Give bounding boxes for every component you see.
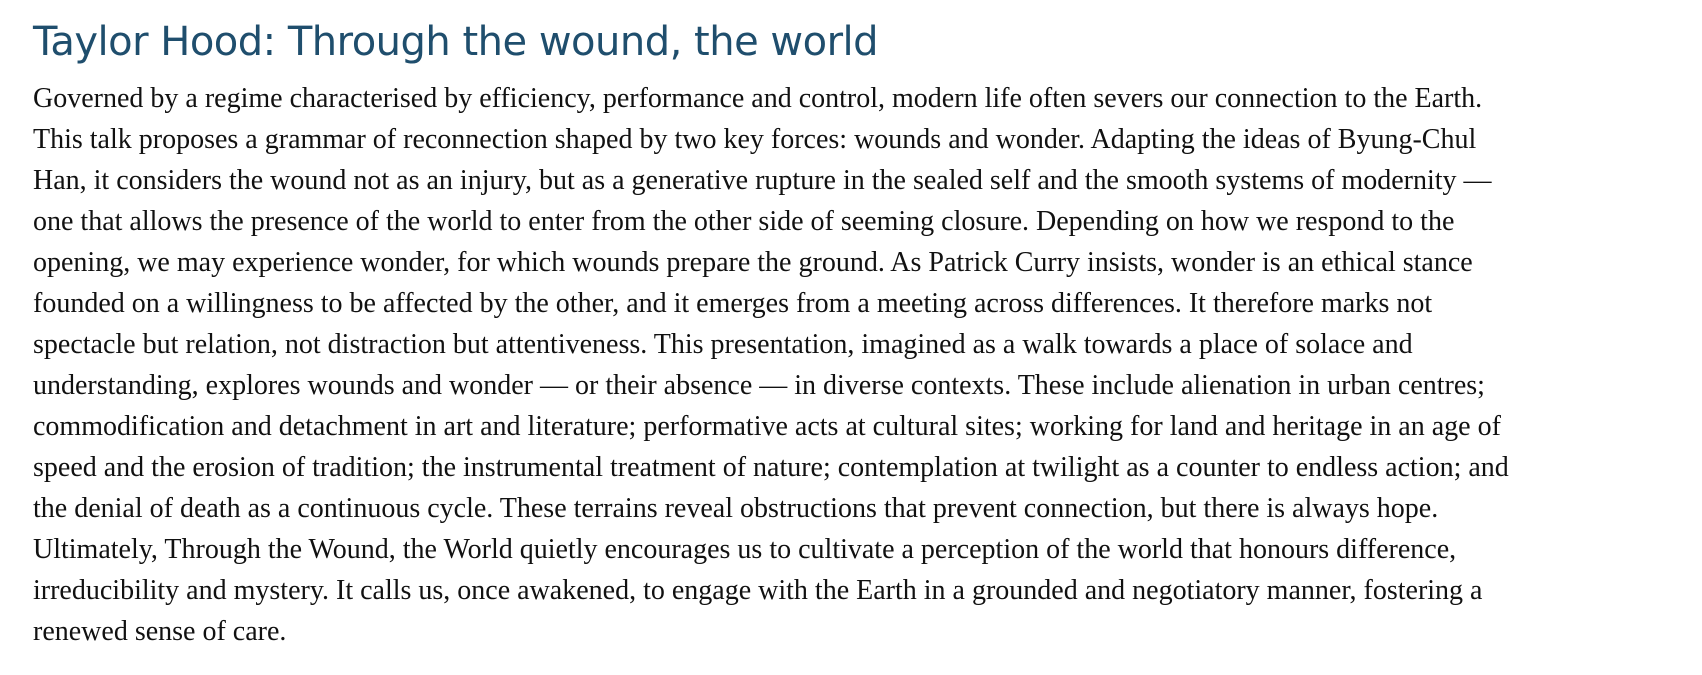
abstract-paragraph	[33, 78, 1673, 652]
abstract-line: Han, it considers the wound not as an injury, but as a generative rupture in the sealed self and the smooth systems of modernity —	[33, 165, 1492, 196]
abstract-line: one that allows the presence of the world to enter from the other side of seeming closure. Depending on how we respond to the	[33, 206, 1455, 237]
abstract-line: renewed sense of care.	[33, 616, 287, 647]
abstract-line: commodification and detachment in art and literature; performative acts at cultural sites; working for land and heritage in an age of	[33, 411, 1501, 442]
document-page	[33, 12, 1673, 652]
abstract-line: Governed by a regime characterised by efficiency, performance and control, modern life often severs our connection to the Earth.	[33, 83, 1483, 114]
abstract-line: understanding, explores wounds and wonder — or their absence — in diverse contexts. These include alienation in urban centres;	[33, 370, 1485, 401]
abstract-line: opening, we may experience wonder, for which wounds prepare the ground. As Patrick Curry insists, wonder is an ethical stance	[33, 247, 1473, 278]
abstract-line: irreducibility and mystery. It calls us, once awakened, to engage with the Earth in a grounded and negotiatory manner, fostering a	[33, 575, 1483, 606]
page-title: Taylor Hood: Through the wound, the world	[33, 19, 879, 65]
abstract-line: This talk proposes a grammar of reconnection shaped by two key forces: wounds and wonder. Adapting the ideas of Byung-Chul	[33, 124, 1477, 155]
abstract-line: speed and the erosion of tradition; the instrumental treatment of nature; contemplation at twilight as a counter to endless action; and	[33, 452, 1509, 483]
abstract-line: the denial of death as a continuous cycle. These terrains reveal obstructions that prevent connection, but there is always hope.	[33, 493, 1439, 524]
abstract-line: founded on a willingness to be affected by the other, and it emerges from a meeting across differences. It therefore marks not	[33, 288, 1433, 319]
abstract-line: Ultimately, Through the Wound, the World quietly encourages us to cultivate a perception of the world that honours difference,	[33, 534, 1457, 565]
abstract-line: spectacle but relation, not distraction but attentiveness. This presentation, imagined as a walk towards a place of solace and	[33, 329, 1413, 360]
